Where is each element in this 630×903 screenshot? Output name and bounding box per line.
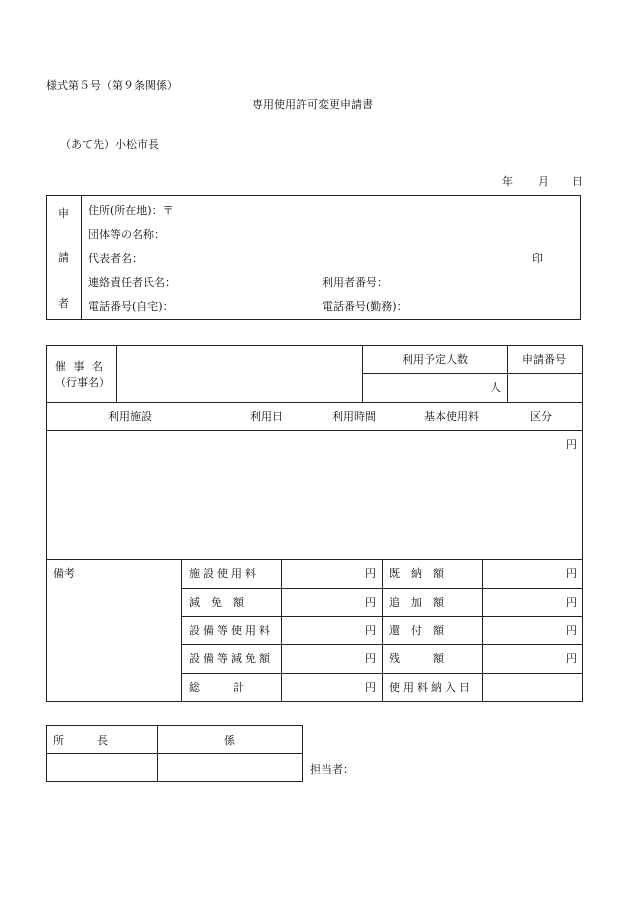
- total-label: 総 計: [189, 681, 244, 694]
- application-number-label: 申請番号: [522, 353, 566, 366]
- remarks-label: 備考: [53, 567, 75, 580]
- staff-label: 係: [224, 734, 235, 747]
- col-date: 利用日: [250, 410, 283, 423]
- rule: [157, 725, 158, 782]
- payment-date-label: 使用料納入日: [389, 681, 473, 694]
- yen: 円: [365, 652, 376, 665]
- representative-label: 代表者名：: [88, 252, 143, 265]
- date-day-label: 日: [572, 175, 583, 188]
- yen: 円: [566, 624, 577, 637]
- rule: [507, 345, 508, 402]
- user-number-label: 利用者番号：: [322, 276, 388, 289]
- additional-label: 追 加 額: [389, 596, 444, 609]
- col-facility: 利用施設: [108, 410, 152, 423]
- event-name-sublabel: （行事名）: [55, 376, 110, 389]
- rule: [46, 753, 303, 754]
- applicant-divider: [81, 195, 82, 320]
- event-name-field[interactable]: [117, 346, 361, 401]
- person-unit: 人: [490, 381, 501, 394]
- applicant-side-label-3: 者: [58, 297, 69, 310]
- rule: [482, 559, 483, 702]
- form-number: 様式第５号（第９条関係）: [46, 79, 178, 92]
- equipment-reduction-label: 設備等減免額: [189, 652, 273, 665]
- rule: [46, 559, 583, 560]
- yen: 円: [365, 624, 376, 637]
- date-year-label: 年: [502, 175, 513, 188]
- reduction-label: 減 免 額: [189, 596, 244, 609]
- rule: [46, 402, 583, 403]
- rule: [362, 373, 583, 374]
- seal-label: 印: [532, 252, 543, 265]
- addressee: （あて先）小松市長: [60, 138, 159, 151]
- address-label: 住所(所在地)：〒: [88, 204, 174, 217]
- col-category: 区分: [530, 410, 552, 423]
- person-in-charge-label: 担当者：: [310, 763, 354, 776]
- facility-fee-label: 施設使用料: [189, 567, 259, 580]
- rule: [181, 559, 182, 702]
- yen: 円: [566, 652, 577, 665]
- rule: [382, 559, 383, 702]
- date-month-label: 月: [538, 175, 549, 188]
- yen: 円: [365, 596, 376, 609]
- already-paid-label: 既 納 額: [389, 567, 444, 580]
- rule: [362, 345, 363, 402]
- rule: [281, 559, 282, 702]
- director-label: 所 長: [53, 734, 108, 747]
- yen: 円: [365, 681, 376, 694]
- phone-home-label: 電話番号(自宅)：: [88, 300, 174, 313]
- applicant-side-label-2: 請: [58, 251, 69, 264]
- col-time: 利用時間: [332, 410, 376, 423]
- contact-person-label: 連絡責任者氏名：: [88, 276, 176, 289]
- yen: 円: [566, 596, 577, 609]
- form-title: 専用使用許可変更申請書: [252, 98, 373, 111]
- yen: 円: [566, 567, 577, 580]
- expected-users-label: 利用予定人数: [402, 353, 468, 366]
- refund-label: 還 付 額: [389, 624, 444, 637]
- applicant-side-label-1: 申: [58, 207, 69, 220]
- event-name-label: 催 事 名: [55, 360, 105, 373]
- phone-work-label: 電話番号(勤務)：: [322, 300, 408, 313]
- balance-label: 残 額: [389, 652, 444, 665]
- equipment-fee-label: 設備等使用料: [189, 624, 273, 637]
- rule: [46, 430, 583, 431]
- yen: 円: [365, 567, 376, 580]
- org-name-label: 団体等の名称：: [88, 228, 165, 241]
- yen-unit: 円: [566, 438, 577, 451]
- col-base-fee: 基本使用料: [424, 410, 479, 423]
